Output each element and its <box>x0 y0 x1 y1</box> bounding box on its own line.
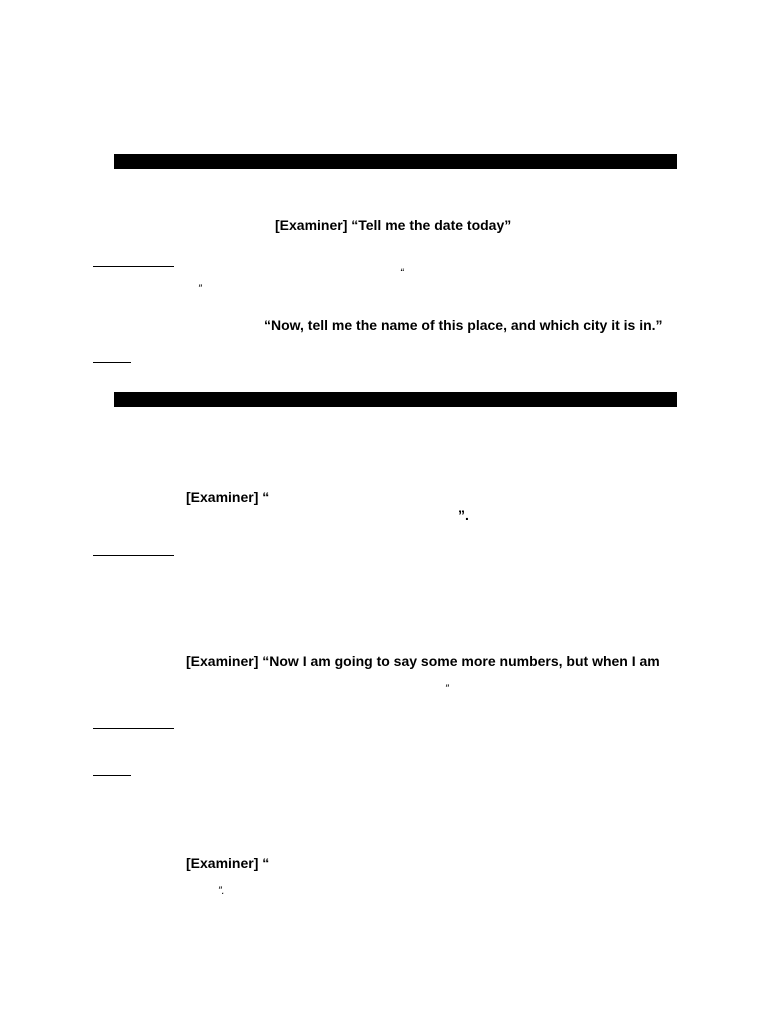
underline-rule-1 <box>93 266 174 267</box>
examiner-numbers-instruction: [Examiner] “Now I am going to say some more numbers, but when I am <box>186 653 660 669</box>
examiner-place-question: “Now, tell me the name of this place, and which city it is in.” <box>264 317 663 333</box>
examiner-numbers-close-quote: ” <box>445 683 449 695</box>
section-bar-1 <box>114 154 677 169</box>
examiner-date-question: [Examiner] “Tell me the date today” <box>275 217 512 233</box>
underline-rule-3 <box>93 555 174 556</box>
open-quote-mark: “ <box>400 267 404 279</box>
examiner-prompt-1-close: ”. <box>458 507 469 523</box>
underline-rule-4 <box>93 728 174 729</box>
examiner-prompt-2: [Examiner] “ <box>186 855 270 871</box>
section-bar-2 <box>114 392 677 407</box>
close-quote-mark: ” <box>198 283 202 295</box>
examiner-prompt-1: [Examiner] “ <box>186 489 270 505</box>
underline-rule-2 <box>93 362 131 363</box>
underline-rule-5 <box>93 775 131 776</box>
examiner-prompt-2-close: ”. <box>218 885 225 897</box>
